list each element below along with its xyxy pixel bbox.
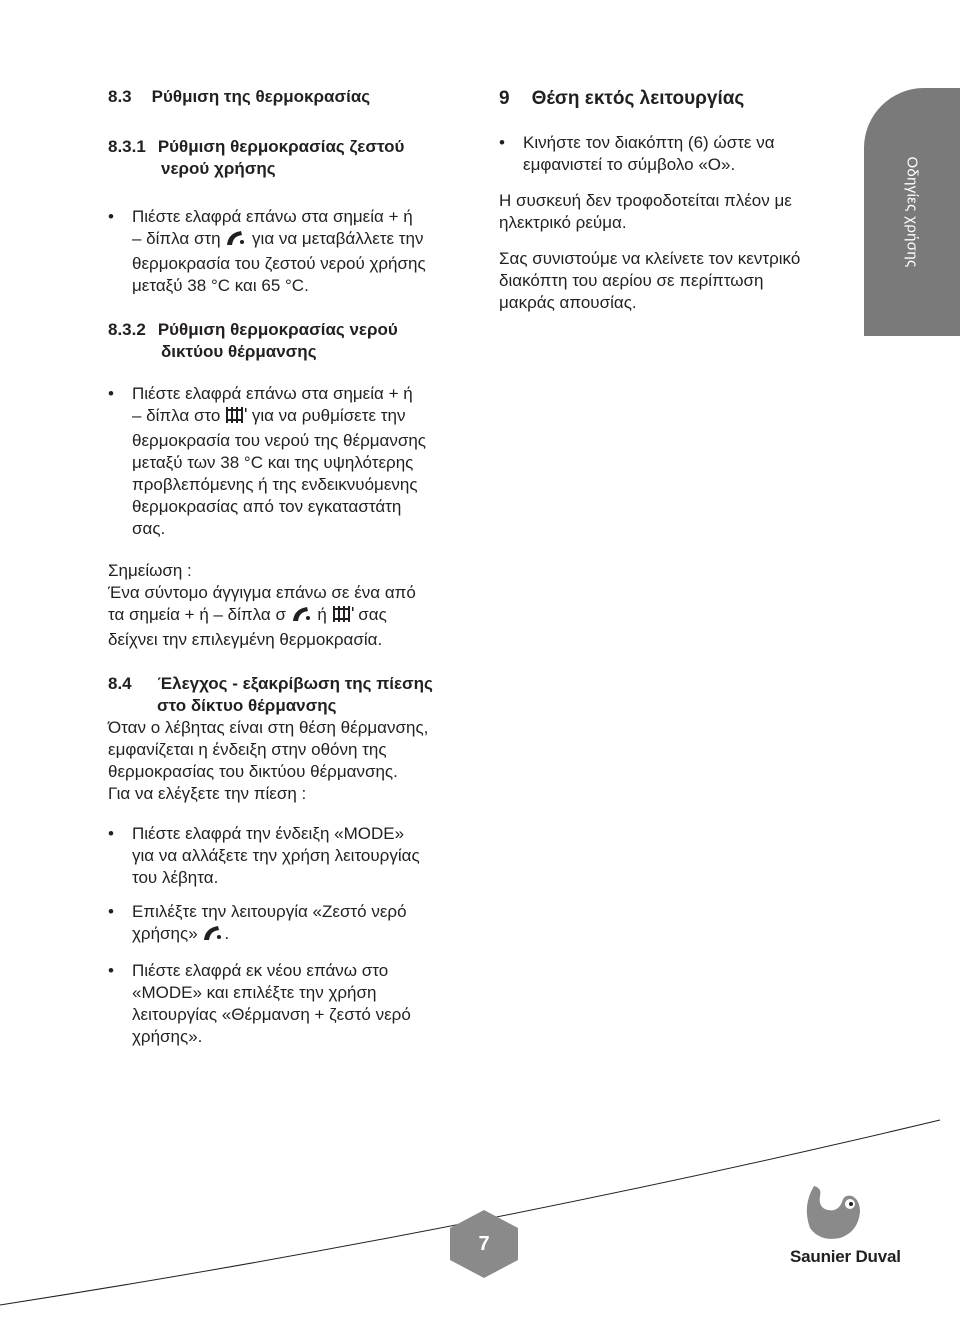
section-9-paragraph-1: Η συσκευή δεν τροφοδοτείται πλέον με ηλεκτρικό ρεύμα. — [499, 191, 792, 232]
section-8-4-bullet-1: • Πιέστε ελαφρά την ένδειξη «MODE» για να αλλάξετε την χρήση λειτουργίας του λέβητα. — [108, 823, 478, 889]
right-column — [499, 86, 844, 314]
section-8-4-bullet-3: • Πιέστε ελαφρά εκ νέου επάνω στο «MODE» και επιλέξτε την χρήση λειτουργίας «Θέρμανση + ζεστό νερό χρήσης». — [108, 960, 478, 1048]
section-8-3-2-bullet: • Πιέστε ελαφρά επάνω στα σημεία + ή – δίπλα στο για να ρυθμίσετε την θερμοκρασία του νερού της θέρμανσης μεταξύ των 38 °C και της υψηλότερης προβλεπόμενης ή της ενδεικνυόμενης θερμοκρασίας από τον εγκαταστάτη σας. — [108, 383, 478, 540]
tap-water-icon — [202, 924, 224, 948]
section-8-4-body: Όταν ο λέβητας είναι στη θέση θέρμανσης, εμφανίζεται η ένδειξη στην οθόνη της θερμοκρασίας του δικτύου θέρμανσης. Για να ελέγξετε την πίεση : — [108, 718, 429, 803]
tap-water-icon — [291, 605, 313, 629]
section-9-heading: 9 Θέση εκτός λειτουργίας — [499, 88, 745, 109]
section-8-4-heading: 8.4 Έλεγχος - εξακρίβωση της πίεσης στο δίκτυο θέρμανσης — [108, 674, 433, 715]
page-number: 7 — [478, 1233, 490, 1255]
side-tab-label: Οδηγίες χρήσης — [904, 156, 921, 268]
section-9-paragraph-2: Σας συνιστούμε να κλείνετε τον κεντρικό διακόπτη του αερίου σε περίπτωση μακράς απουσίας. — [499, 249, 801, 312]
section-8-3-1-heading: 8.3.1 Ρύθμιση θερμοκρασίας ζεστού νερού χρήσης — [108, 137, 405, 178]
radiator-icon — [225, 406, 247, 430]
left-column — [108, 86, 478, 1048]
section-8-3-heading: 8.3 Ρύθμιση της θερμοκρασίας — [108, 87, 371, 106]
section-8-3-1-bullet: • Πιέστε ελαφρά επάνω στα σημεία + ή – δίπλα στη για να μεταβάλλετε την θερμοκρασία του ζεστού νερού χρήσης μεταξύ 38 °C και 65 °C. — [108, 206, 478, 297]
tap-water-icon — [225, 229, 247, 253]
radiator-icon — [332, 605, 354, 629]
brand-logo-icon — [800, 1178, 864, 1244]
note-block: Σημείωση : Ένα σύντομο άγγιγμα επάνω σε ένα από τα σημεία + ή – δίπλα σ ή σας δείχνει την επιλεγμένη θερμοκρασία. — [108, 561, 416, 649]
section-8-4-bullet-2: • Επιλέξτε την λειτουργία «Ζεστό νερό χρήσης» . — [108, 901, 478, 948]
section-8-3-2-heading: 8.3.2 Ρύθμιση θερμοκρασίας νερού δικτύου θέρμανσης — [108, 320, 398, 361]
section-9-bullet: • Κινήστε τον διακόπτη (6) ώστε να εμφανιστεί το σύμβολο «O». — [499, 132, 844, 176]
brand-name: Saunier Duval — [790, 1247, 901, 1266]
